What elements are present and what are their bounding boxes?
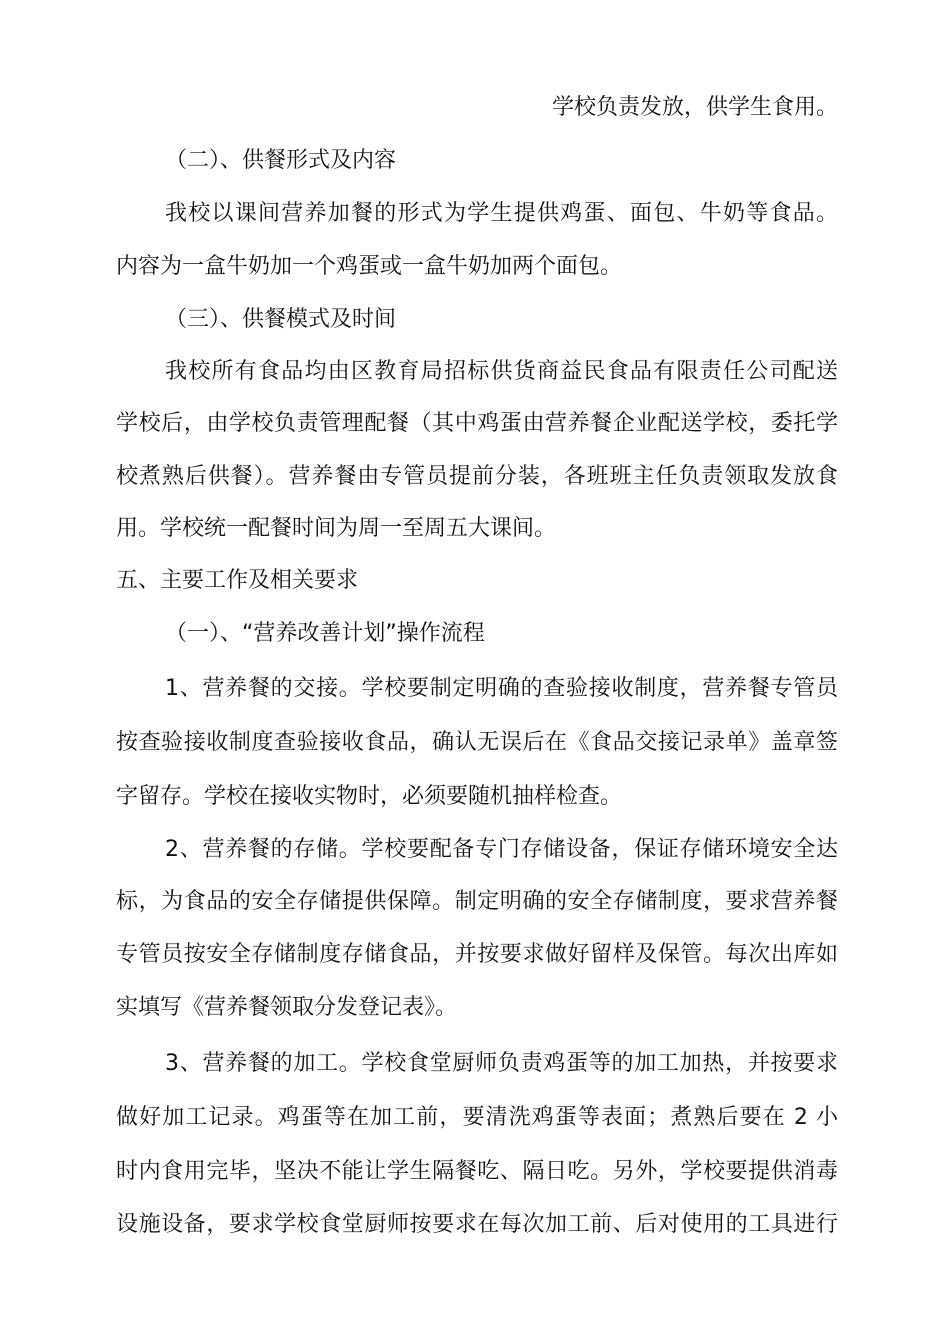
section-heading-3: （三）、供餐模式及时间: [165, 307, 397, 332]
paragraph-continuation: 学校负责发放，供学生食用。: [551, 95, 838, 120]
subsection-heading-1: （一）、“营养改善计划”操作流程: [165, 621, 485, 646]
chapter-heading: 五、主要工作及相关要求: [116, 568, 359, 593]
paragraph-line: 内容为一盒牛奶加一个鸡蛋或一盒牛奶加两个面包。: [116, 254, 623, 279]
paragraph-line: 2、营养餐的存储。学校要配备专门存储设备，保证存储环境安全达: [165, 837, 838, 862]
paragraph-line: 3、营养餐的加工。学校食堂厨师负责鸡蛋等的加工加热，并按要求: [165, 1051, 838, 1076]
paragraph-line: 标，为食品的安全存储提供保障。制定明确的安全存储制度，要求营养餐: [116, 889, 838, 914]
paragraph-line: 用。学校统一配餐时间为周一至周五大课间。: [116, 516, 557, 541]
section-heading-2: （二）、供餐形式及内容: [165, 148, 397, 173]
paragraph-line: 校煮熟后供餐）。营养餐由专管员提前分装，各班班主任负责领取发放食: [116, 464, 838, 489]
paragraph-line: 实填写《营养餐领取分发登记表》。: [116, 995, 458, 1020]
paragraph-line: 我校所有食品均由区教育局招标供货商益民食品有限责任公司配送: [165, 359, 838, 384]
paragraph-line: 时内食用完毕，坚决不能让学生隔餐吃、隔日吃。另外，学校要提供消毒: [116, 1159, 838, 1184]
paragraph-line: 设施设备，要求学校食堂厨师按要求在每次加工前、后对使用的工具进行: [116, 1212, 838, 1237]
paragraph-line: 字留存。学校在接收实物时，必须要随机抽样检查。: [116, 784, 623, 809]
paragraph-line: 学校后，由学校负责管理配餐（其中鸡蛋由营养餐企业配送学校，委托学: [116, 411, 838, 436]
paragraph-line: 我校以课间营养加餐的形式为学生提供鸡蛋、面包、牛奶等食品。: [165, 201, 838, 226]
paragraph-line: 专管员按安全存储制度存储食品，并按要求做好留样及保管。每次出库如: [116, 942, 838, 967]
paragraph-line: 做好加工记录。鸡蛋等在加工前，要清洗鸡蛋等表面；煮熟后要在 2 小: [116, 1105, 838, 1130]
paragraph-line: 1、营养餐的交接。学校要制定明确的查验接收制度，营养餐专管员: [165, 676, 838, 701]
paragraph-line: 按查验接收制度查验接收食品，确认无误后在《食品交接记录单》盖章签: [116, 730, 838, 755]
